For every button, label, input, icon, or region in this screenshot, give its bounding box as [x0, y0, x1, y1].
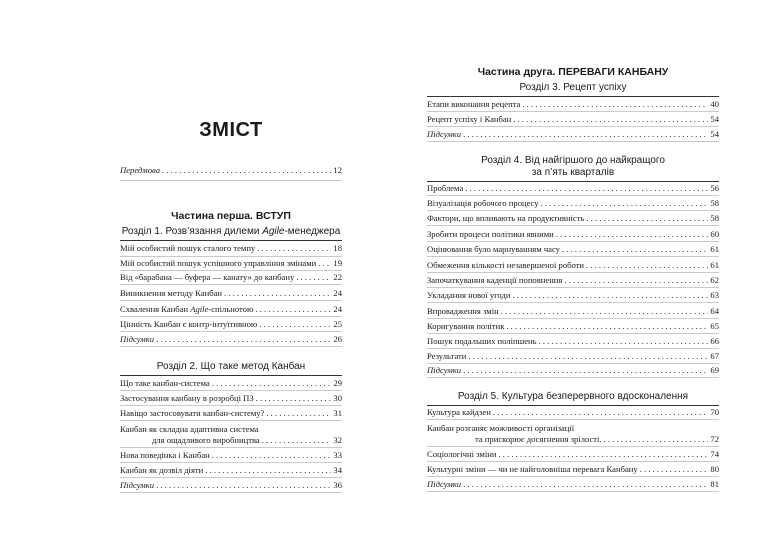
- part-title: Частина перша. ВСТУП: [171, 210, 291, 222]
- separator: [427, 491, 719, 492]
- dot-leader: [465, 183, 708, 193]
- separator: [427, 241, 719, 242]
- separator: [427, 302, 719, 303]
- separator: [120, 405, 342, 406]
- dot-leader: [205, 465, 331, 475]
- dot-leader: [318, 258, 331, 268]
- toc-title: ЗМІСТ: [199, 119, 263, 141]
- toc-entry-summary[interactable]: Підсумки . . . 26: [120, 334, 342, 344]
- toc-entry[interactable]: Започаткування каденції поповнення . . . 62: [427, 275, 719, 285]
- toc-entry[interactable]: Що таке канбан-система . . . 29: [120, 378, 342, 388]
- dot-leader: [212, 378, 332, 388]
- toc-entry[interactable]: Навіщо застосовувати канбан-систему? . . . 31: [120, 408, 342, 418]
- separator: [120, 447, 342, 448]
- separator: [427, 111, 719, 112]
- dot-leader: [513, 114, 708, 124]
- toc-entry[interactable]: Мій особистий пошук сталого темпу . . . 18: [120, 243, 342, 253]
- separator: [120, 390, 342, 391]
- dot-leader: [463, 479, 708, 489]
- separator: [120, 462, 342, 463]
- separator: [427, 419, 719, 420]
- dot-leader: [586, 213, 708, 223]
- separator: [427, 195, 719, 196]
- dot-leader: [255, 304, 331, 314]
- separator: [120, 270, 342, 271]
- toc-entry[interactable]: Культурні зміни — чи не найголовніша перевага Канбану . . . 80: [427, 464, 719, 474]
- dot-leader: [640, 464, 709, 474]
- toc-entry[interactable]: Пошук подальших поліпшень . . . 66: [427, 336, 719, 346]
- toc-entry-summary[interactable]: Підсумки . . . 69: [427, 365, 719, 375]
- toc-entry[interactable]: Візуалізація робочого процесу . . . 58: [427, 198, 719, 208]
- dot-leader: [564, 275, 708, 285]
- toc-entry[interactable]: Етапи виконання рецепта . . . 40: [427, 99, 719, 109]
- section-heading: Розділ 3. Рецепт успіху: [427, 82, 719, 97]
- separator: [120, 316, 342, 317]
- section-heading: Розділ 1. Розв’язання дилеми Agile-менеджера: [120, 226, 342, 241]
- toc-entry[interactable]: Канбан як дозвіл діяти . . . 34: [120, 465, 342, 475]
- dot-leader: [468, 351, 708, 361]
- section-heading: Розділ 4. Від найгіршого до найкращого за п’ять кварталів: [427, 155, 719, 182]
- toc-entry[interactable]: Проблема . . . 56: [427, 183, 719, 193]
- toc-entry-summary[interactable]: Підсумки . . . 81: [427, 479, 719, 489]
- separator: [427, 126, 719, 127]
- dot-leader: [506, 321, 708, 331]
- toc-entry-multiline-cont[interactable]: для ощадливого виробництва . . . 32: [120, 435, 342, 445]
- separator: [427, 333, 719, 334]
- toc-entry[interactable]: Обмеження кількості незавершеної роботи . . . 61: [427, 260, 719, 270]
- dot-leader: [522, 99, 708, 109]
- toc-entry-page: 12: [333, 165, 342, 175]
- toc-entry[interactable]: Культура кайдзен . . . 70: [427, 407, 719, 417]
- toc-entry[interactable]: Виникнення методу Канбан . . . 24: [120, 288, 342, 298]
- dot-leader: [512, 290, 708, 300]
- dot-leader: [156, 480, 331, 490]
- toc-entry-preface[interactable]: [120, 165, 342, 175]
- separator: [120, 420, 342, 421]
- separator: [120, 256, 342, 257]
- separator: [120, 331, 342, 332]
- toc-entry[interactable]: Цінність Канбан є контр-інтуїтивною . . . 25: [120, 319, 342, 329]
- toc-entry-multiline-cont[interactable]: та прискорює досягнення зрілості. . . . 72: [427, 434, 719, 444]
- dot-leader: [257, 243, 331, 253]
- toc-entry[interactable]: Укладання нової угоди . . . 63: [427, 290, 719, 300]
- separator: [427, 141, 719, 142]
- separator: [120, 284, 342, 285]
- toc-entry[interactable]: Результати . . . 67: [427, 351, 719, 361]
- dot-leader: [604, 434, 709, 444]
- separator: [427, 348, 719, 349]
- dot-leader: [556, 229, 709, 239]
- dot-leader: [256, 393, 332, 403]
- toc-entry[interactable]: Від «барабана — буфера — канату» до канбану . . . 22: [120, 272, 342, 282]
- dot-leader: [224, 288, 331, 298]
- toc-entry[interactable]: Зробити процеси політики явними . . . 60: [427, 229, 719, 239]
- separator: [427, 287, 719, 288]
- dot-leader: [212, 450, 332, 460]
- dot-leader: [586, 260, 708, 270]
- separator: [120, 477, 342, 478]
- dot-leader: [162, 165, 331, 175]
- dot-leader: [266, 408, 331, 418]
- section-heading: Розділ 2. Що таке метод Канбан: [120, 361, 342, 376]
- toc-entry[interactable]: Оцінювання було марнуванням часу . . . 61: [427, 244, 719, 254]
- separator: [427, 476, 719, 477]
- toc-entry-summary[interactable]: Підсумки . . . 36: [120, 480, 342, 490]
- part-title: Частина друга. ПЕРЕВАГИ КАНБАНУ: [477, 66, 669, 78]
- separator: [120, 492, 342, 493]
- section-heading: Розділ 5. Культура безперервного вдосконалення: [427, 391, 719, 406]
- separator: [427, 446, 719, 447]
- toc-entry[interactable]: Схвалення Канбан Agile-спільнотою . . . 24: [120, 304, 342, 314]
- toc-entry[interactable]: Коригування політик . . . 65: [427, 321, 719, 331]
- separator: [427, 363, 719, 364]
- toc-entry-multiline[interactable]: Канбан як складна адаптивна система: [120, 424, 259, 434]
- toc-entry[interactable]: Фактори, що впливають на продуктивність . . . 58: [427, 213, 719, 223]
- toc-entry[interactable]: Рецепт успіху і Канбан . . . 54: [427, 114, 719, 124]
- dot-leader: [541, 198, 709, 208]
- separator: [120, 300, 342, 301]
- toc-entry[interactable]: Мій особистий пошук успішного управління змінами . . . 19: [120, 258, 342, 268]
- separator: [427, 256, 719, 257]
- toc-entry-multiline[interactable]: Канбан розганяє можливості організації: [427, 423, 575, 433]
- dot-leader: [463, 129, 708, 139]
- separator: [427, 210, 719, 211]
- toc-entry[interactable]: Впровадження змін . . . 64: [427, 306, 719, 316]
- dot-leader: [156, 334, 331, 344]
- dot-leader: [501, 306, 709, 316]
- separator: [120, 180, 342, 181]
- toc-entry[interactable]: Соціологічні зміни . . . 74: [427, 449, 719, 459]
- dot-leader: [259, 319, 331, 329]
- dot-leader: [296, 272, 331, 282]
- dot-leader: [493, 407, 709, 417]
- dot-leader: [498, 449, 708, 459]
- toc-entry[interactable]: Нова поведінка і Канбан . . . 33: [120, 450, 342, 460]
- toc-entry-summary[interactable]: Підсумки . . . 54: [427, 129, 719, 139]
- dot-leader: [463, 365, 708, 375]
- separator: [427, 461, 719, 462]
- separator: [427, 377, 719, 378]
- separator: [427, 225, 719, 226]
- dot-leader: [562, 244, 708, 254]
- separator: [427, 318, 719, 319]
- dot-leader: [539, 336, 709, 346]
- separator: [427, 272, 719, 273]
- dot-leader: [262, 435, 332, 445]
- toc-entry-label: Передмова: [120, 165, 161, 175]
- toc-entry[interactable]: Застосування канбану в розробці ПЗ . . . 30: [120, 393, 342, 403]
- separator: [120, 346, 342, 347]
